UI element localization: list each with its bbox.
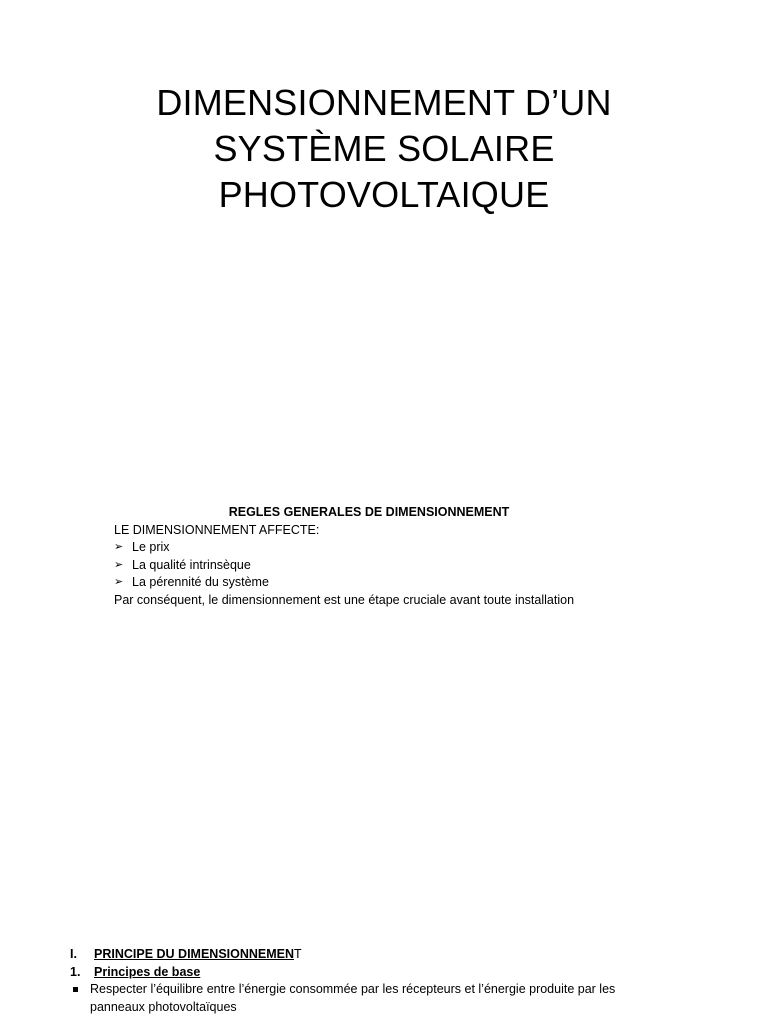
- list-item: [114, 574, 654, 592]
- subsection-heading-row: [70, 964, 710, 982]
- section-heading: [94, 946, 302, 964]
- rules-intro: LE DIMENSIONNEMENT AFFECTE:: [114, 522, 320, 537]
- square-bullet-icon: [73, 987, 78, 992]
- rules-list: [114, 539, 654, 592]
- list-item-label: La pérennité du système: [132, 575, 269, 589]
- rules-heading: REGLES GENERALES DE DIMENSIONNEMENT: [228, 505, 510, 519]
- bullet-paragraph: [70, 981, 710, 1016]
- document-title: [0, 80, 768, 218]
- section-heading-row: [70, 946, 710, 964]
- bullet-paragraph-text: Respecter l’équilibre entre l’énergie consommée par les récepteurs et l’énergie produite par les panneaux photovoltaïques: [90, 982, 616, 1014]
- list-item-label: Le prix: [132, 540, 170, 554]
- section-numeral: I.: [70, 947, 77, 961]
- section-heading-tail: T: [294, 947, 302, 961]
- arrowhead-bullet-icon: ➢: [114, 558, 124, 571]
- subsection-heading: Principes de base: [94, 964, 201, 979]
- title-line-3: PHOTOVOLTAIQUE: [218, 174, 550, 215]
- list-item-label: La qualité intrinsèque: [132, 557, 251, 572]
- arrowhead-bullet-icon: ➢: [114, 576, 124, 588]
- rules-block: [114, 504, 654, 609]
- list-item: [114, 557, 654, 575]
- list-item: [114, 539, 654, 557]
- arrowhead-bullet-icon: ➢: [114, 541, 124, 553]
- section-heading-underlined: PRINCIPE DU DIMENSIONNEMEN: [94, 947, 295, 961]
- subsection-number: 1.: [70, 964, 81, 979]
- title-line-1: DIMENSIONNEMENT D’UN: [156, 82, 612, 123]
- title-line-2: SYSTÈME SOLAIRE: [213, 128, 555, 169]
- rules-conclusion: Par conséquent, le dimensionnement est une étape cruciale avant toute installation: [114, 592, 575, 607]
- section-principle: [70, 946, 710, 1016]
